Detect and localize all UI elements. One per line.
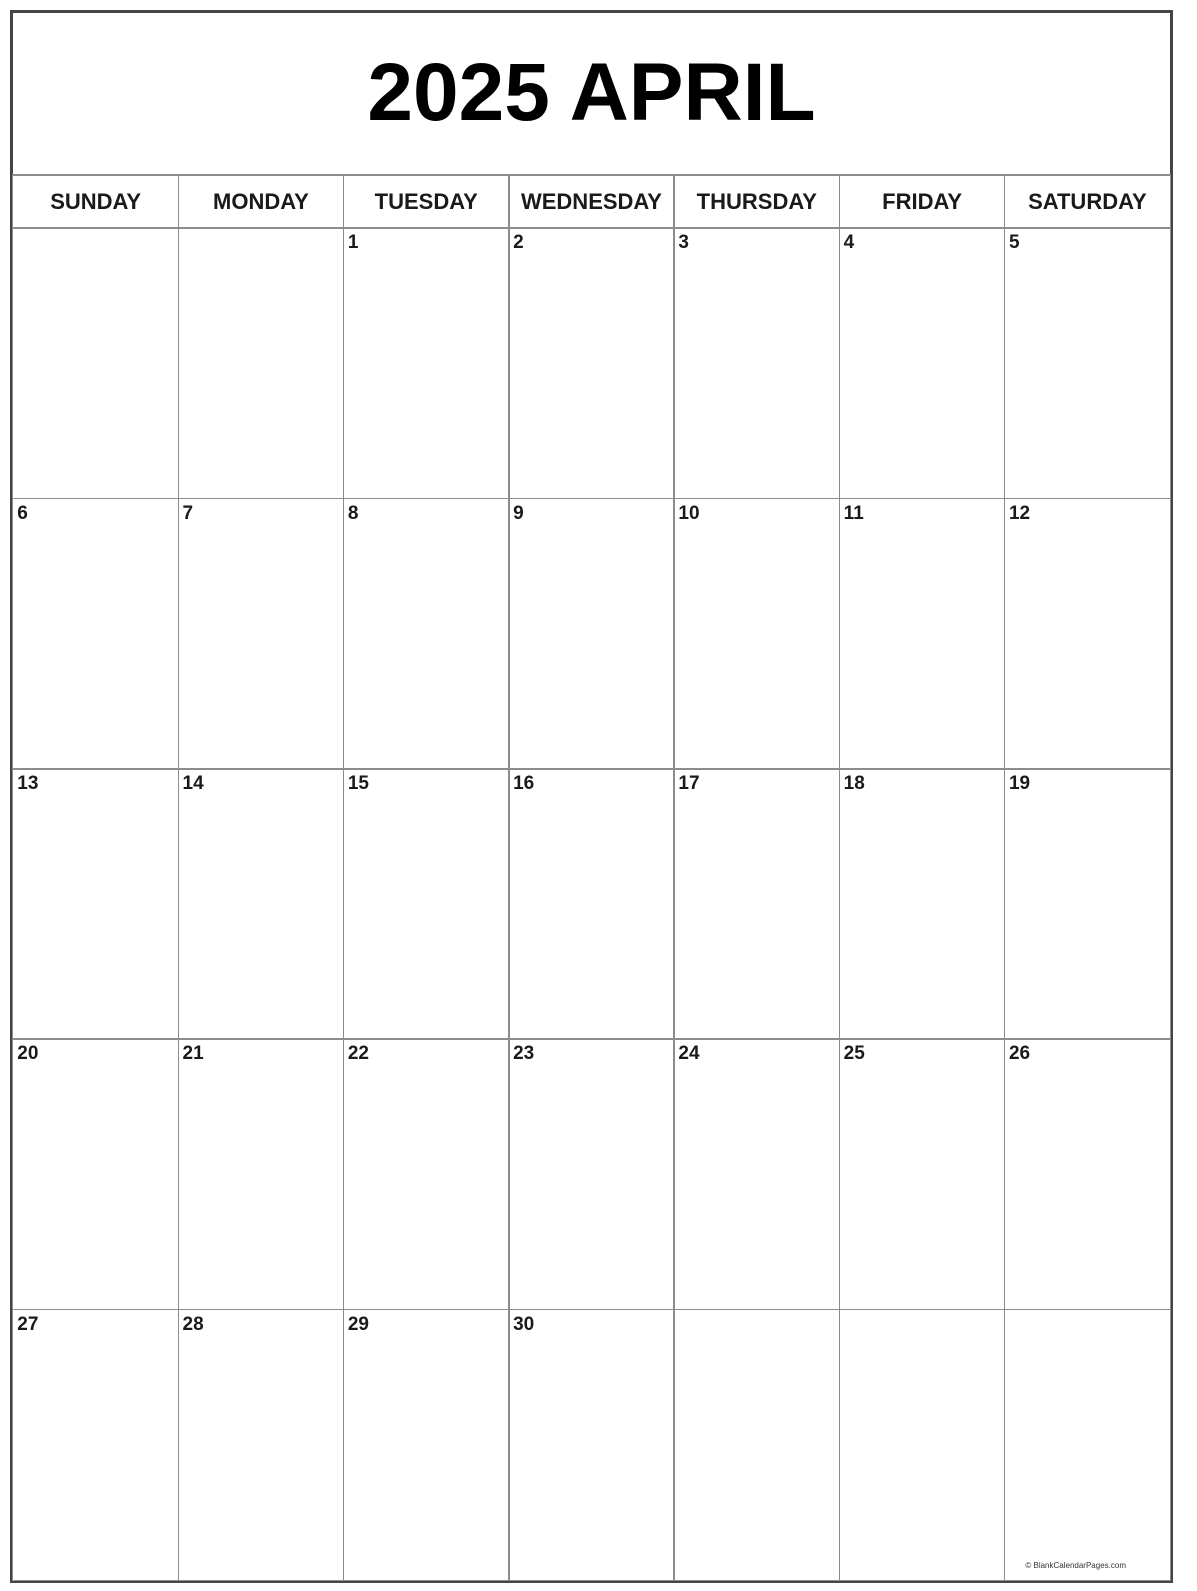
day-cell bbox=[673, 227, 840, 499]
day-cell bbox=[673, 1038, 840, 1310]
day-cell bbox=[839, 227, 1006, 499]
day-cell bbox=[508, 498, 675, 770]
day-cell bbox=[178, 1038, 345, 1310]
day-cell bbox=[839, 768, 1006, 1040]
weekday-header-monday: MONDAY bbox=[178, 174, 345, 229]
day-cell bbox=[839, 498, 1006, 770]
day-cell bbox=[12, 227, 179, 499]
day-cell bbox=[508, 768, 675, 1040]
day-cell bbox=[343, 498, 510, 770]
day-number: 2 bbox=[513, 232, 524, 254]
day-number: 23 bbox=[513, 1043, 535, 1065]
day-cell bbox=[178, 498, 345, 770]
day-number: 28 bbox=[182, 1313, 204, 1335]
day-number: 17 bbox=[678, 773, 700, 795]
day-cell bbox=[508, 227, 675, 499]
day-number: 15 bbox=[347, 773, 369, 795]
day-cell bbox=[839, 1038, 1006, 1310]
day-cell bbox=[1004, 768, 1171, 1040]
day-cell bbox=[673, 768, 840, 1040]
day-cell bbox=[178, 227, 345, 499]
weekday-header-friday: FRIDAY bbox=[839, 174, 1006, 229]
day-cell bbox=[839, 1309, 1006, 1581]
day-cell bbox=[12, 498, 179, 770]
weekday-header-sunday: SUNDAY bbox=[12, 174, 179, 229]
day-number: 26 bbox=[1008, 1043, 1031, 1065]
day-cell bbox=[12, 1309, 179, 1581]
day-number: 22 bbox=[347, 1043, 369, 1065]
copyright-credit: © BlankCalendarPages.com bbox=[1025, 1561, 1126, 1570]
day-number: 14 bbox=[182, 773, 204, 795]
day-number: 24 bbox=[678, 1043, 700, 1065]
day-number: 1 bbox=[347, 232, 359, 254]
day-number: 16 bbox=[513, 773, 535, 795]
calendar-title: 2025 APRIL bbox=[367, 47, 816, 138]
calendar-frame bbox=[10, 10, 1173, 1583]
day-cell bbox=[1004, 498, 1171, 770]
day-cell bbox=[12, 1038, 179, 1310]
day-number: 4 bbox=[843, 232, 855, 254]
day-number: 10 bbox=[678, 502, 700, 524]
weekday-header-saturday: SATURDAY bbox=[1004, 174, 1171, 229]
day-number: 5 bbox=[1008, 232, 1020, 254]
day-cell bbox=[1004, 227, 1171, 499]
day-number: 6 bbox=[17, 502, 28, 524]
day-number: 27 bbox=[17, 1313, 39, 1335]
day-number: 21 bbox=[182, 1043, 204, 1065]
day-number: 30 bbox=[513, 1313, 535, 1335]
day-cell bbox=[508, 1309, 675, 1581]
day-cell bbox=[343, 1038, 510, 1310]
day-number: 9 bbox=[513, 502, 524, 524]
day-number: 12 bbox=[1008, 502, 1031, 524]
weekday-header-tuesday: TUESDAY bbox=[343, 174, 510, 229]
day-cell bbox=[673, 498, 840, 770]
day-cell bbox=[1004, 1038, 1171, 1310]
day-cell bbox=[178, 1309, 345, 1581]
day-cell bbox=[1004, 1309, 1171, 1581]
weekday-header-thursday: THURSDAY bbox=[673, 174, 840, 229]
day-number: 7 bbox=[182, 502, 194, 524]
day-number: 13 bbox=[17, 773, 39, 795]
calendar-grid bbox=[13, 175, 1170, 1580]
day-number: 19 bbox=[1008, 773, 1031, 795]
day-cell bbox=[343, 1309, 510, 1581]
day-number: 11 bbox=[843, 502, 864, 524]
weekday-header-wednesday: WEDNESDAY bbox=[508, 174, 675, 229]
day-number: 18 bbox=[843, 773, 865, 795]
day-number: 20 bbox=[17, 1043, 39, 1065]
day-cell bbox=[12, 768, 179, 1040]
day-cell bbox=[178, 768, 345, 1040]
day-number: 3 bbox=[678, 232, 689, 254]
day-cell bbox=[673, 1309, 840, 1581]
day-cell bbox=[343, 227, 510, 499]
day-cell bbox=[508, 1038, 675, 1310]
day-number: 25 bbox=[843, 1043, 865, 1065]
day-number: 29 bbox=[347, 1313, 369, 1335]
day-number: 8 bbox=[347, 502, 359, 524]
day-cell bbox=[343, 768, 510, 1040]
